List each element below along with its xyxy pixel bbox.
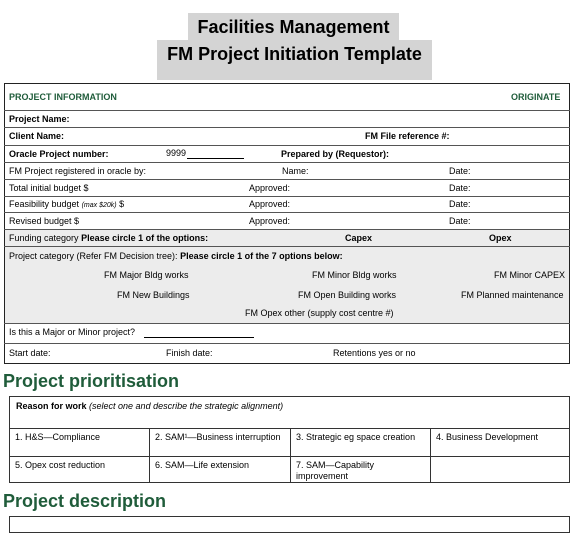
feasibility-budget-label (9, 199, 124, 211)
row-divider (4, 145, 570, 146)
description-heading: Project description (3, 491, 167, 511)
prepared-by-label: Prepared by (Requestor): (281, 149, 390, 159)
approved-label: Approved: (249, 216, 291, 226)
priority-cell-8 (430, 456, 570, 483)
row-divider (4, 110, 570, 111)
feasibility-budget-note: (max $20k) (81, 202, 117, 209)
row-divider (4, 162, 570, 163)
feasibility-dollar: $ (119, 199, 125, 209)
page-subtitle: FM Project Initiation Template (167, 44, 422, 64)
row-divider (4, 212, 570, 213)
option-fm-minor-capex[interactable]: FM Minor CAPEX (494, 270, 566, 280)
priority-cell-3[interactable]: 3. Strategic eg space creation (290, 428, 431, 457)
originate-header: ORIGINATE (511, 92, 561, 102)
fm-file-reference-label: FM File reference #: (365, 131, 450, 141)
date-label: Date: (449, 199, 471, 209)
option-fm-minor-bldg-works[interactable]: FM Minor Bldg works (312, 270, 397, 280)
reason-for-work-box (9, 396, 570, 429)
project-information-header: PROJECT INFORMATION (9, 92, 117, 102)
reason-for-work-text: Reason for work (16, 401, 87, 411)
registered-oracle-label: FM Project registered in oracle by: (9, 166, 147, 176)
priority-cell-4[interactable]: 4. Business Development (430, 428, 570, 457)
project-description-field[interactable] (9, 516, 570, 533)
row-divider (4, 127, 570, 128)
date-label: Date: (449, 216, 471, 226)
option-fm-opex-other[interactable]: FM Opex other (supply cost centre #) (245, 308, 394, 318)
option-fm-open-building-works[interactable]: FM Open Building works (298, 290, 397, 300)
page-title: Facilities Management (197, 17, 390, 37)
priority-cell-6[interactable]: 6. SAM—Life extension (149, 456, 291, 483)
opex-option[interactable]: Opex (489, 233, 512, 243)
reason-for-work-note: (select one and describe the strategic alignment) (89, 401, 284, 411)
oracle-number-underline (187, 158, 244, 159)
project-category-text: Project category (Refer FM Decision tree): (9, 251, 178, 261)
total-budget-label: Total initial budget $ (9, 183, 89, 193)
oracle-number-value: 9999 (166, 148, 187, 158)
capex-option[interactable]: Capex (345, 233, 373, 243)
priority-cell-2[interactable]: 2. SAM¹—Business interruption (149, 428, 291, 457)
reason-for-work-label (16, 401, 283, 412)
row-divider (4, 179, 570, 180)
priority-cell-7[interactable]: 7. SAM—Capability improvement (290, 456, 431, 483)
revised-budget-label: Revised budget $ (9, 216, 80, 226)
major-minor-label: Is this a Major or Minor project? (9, 327, 136, 337)
start-date-label: Start date: (9, 348, 51, 358)
option-fm-new-buildings[interactable]: FM New Buildings (117, 290, 190, 300)
option-fm-major-bldg-works[interactable]: FM Major Bldg works (104, 270, 189, 280)
oracle-number-label: Oracle Project number: (9, 149, 109, 159)
prioritisation-heading: Project prioritisation (3, 371, 180, 391)
project-name-label: Project Name: (9, 114, 70, 124)
project-category-instruction: Please circle 1 of the 7 options below: (180, 251, 343, 261)
finish-date-label: Finish date: (166, 348, 213, 358)
major-minor-underline (144, 337, 254, 338)
date-label: Date: (449, 183, 471, 193)
row-divider (4, 323, 570, 324)
approved-label: Approved: (249, 199, 291, 209)
project-category-label (9, 251, 343, 262)
row-divider (4, 343, 570, 344)
client-name-label: Client Name: (9, 131, 65, 141)
row-divider (4, 246, 570, 247)
retentions-label: Retentions yes or no (333, 348, 416, 358)
funding-category-label (9, 233, 208, 244)
priority-cell-5[interactable]: 5. Opex cost reduction (9, 456, 150, 483)
funding-category-text: Funding category (9, 233, 79, 243)
option-fm-planned-maintenance[interactable]: FM Planned maintenance (461, 290, 564, 300)
date-label: Date: (449, 166, 471, 176)
funding-category-instruction: Please circle 1 of the options: (81, 233, 209, 243)
priority-cell-1[interactable]: 1. H&S—Compliance (9, 428, 150, 457)
feasibility-budget-text: Feasibility budget (9, 199, 80, 209)
name-label: Name: (282, 166, 309, 176)
approved-label: Approved: (249, 183, 291, 193)
row-divider (4, 196, 570, 197)
row-divider (4, 229, 570, 230)
